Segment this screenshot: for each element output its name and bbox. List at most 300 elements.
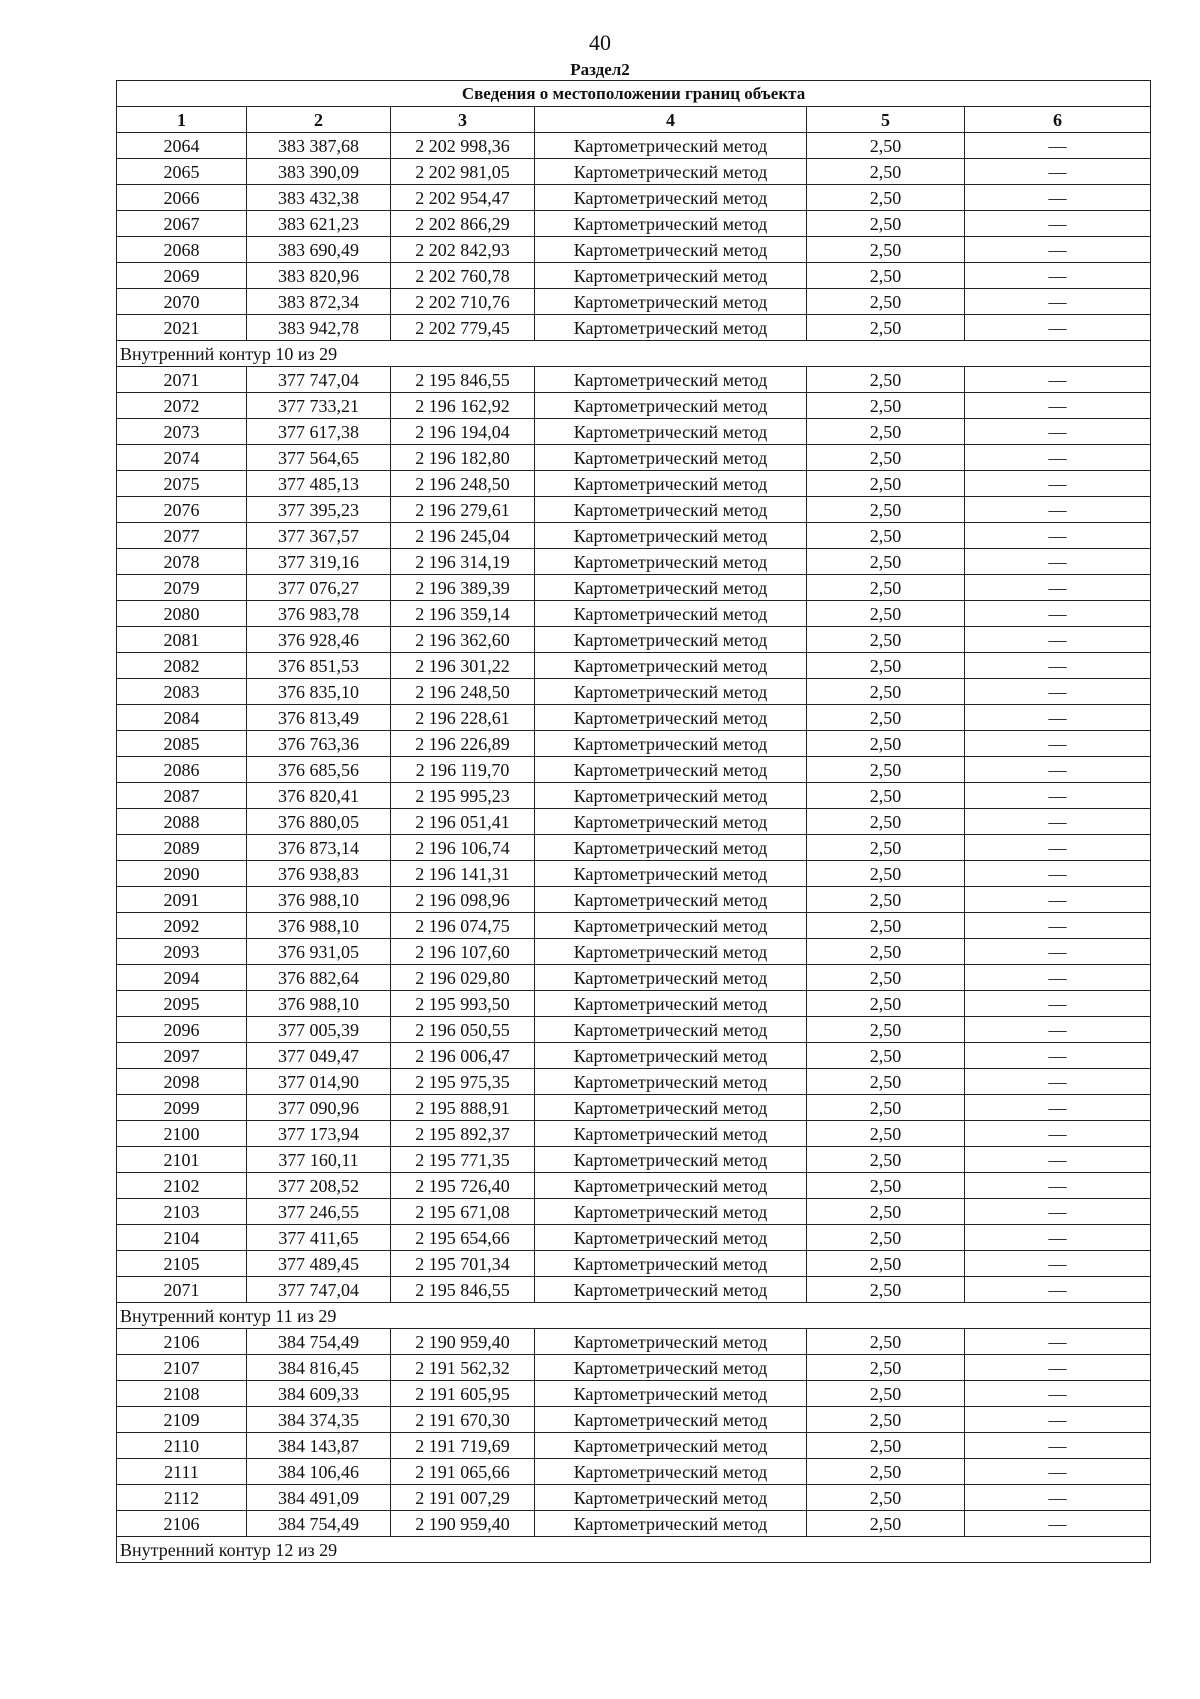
- table-row: [117, 1355, 1151, 1381]
- y-coordinate-cell: 2 202 954,47: [391, 185, 535, 211]
- accuracy-cell: 2,50: [807, 1459, 965, 1485]
- accuracy-cell: 2,50: [807, 211, 965, 237]
- contour-row: [117, 1537, 1151, 1563]
- method-cell: Картометрический метод: [535, 133, 807, 159]
- x-coordinate-cell: 376 813,49: [247, 705, 391, 731]
- method-cell: Картометрический метод: [535, 653, 807, 679]
- method-cell: Картометрический метод: [535, 705, 807, 731]
- x-coordinate-cell: 376 983,78: [247, 601, 391, 627]
- y-coordinate-cell: 2 195 771,35: [391, 1147, 535, 1173]
- description-cell: —: [965, 1485, 1151, 1511]
- method-cell: Картометрический метод: [535, 1355, 807, 1381]
- description-cell: —: [965, 237, 1151, 263]
- accuracy-cell: 2,50: [807, 731, 965, 757]
- accuracy-cell: 2,50: [807, 1225, 965, 1251]
- x-coordinate-cell: 376 988,10: [247, 887, 391, 913]
- point-number-cell: 2066: [117, 185, 247, 211]
- description-cell: —: [965, 809, 1151, 835]
- table-row: [117, 445, 1151, 471]
- description-cell: —: [965, 1251, 1151, 1277]
- column-header: 3: [391, 107, 535, 133]
- x-coordinate-cell: 383 390,09: [247, 159, 391, 185]
- method-cell: Картометрический метод: [535, 939, 807, 965]
- x-coordinate-cell: 384 374,35: [247, 1407, 391, 1433]
- description-cell: —: [965, 679, 1151, 705]
- y-coordinate-cell: 2 196 141,31: [391, 861, 535, 887]
- x-coordinate-cell: 377 173,94: [247, 1121, 391, 1147]
- column-header: 5: [807, 107, 965, 133]
- x-coordinate-cell: 376 938,83: [247, 861, 391, 887]
- point-number-cell: 2093: [117, 939, 247, 965]
- table-row: [117, 991, 1151, 1017]
- accuracy-cell: 2,50: [807, 133, 965, 159]
- point-number-cell: 2102: [117, 1173, 247, 1199]
- y-coordinate-cell: 2 195 995,23: [391, 783, 535, 809]
- method-cell: Картометрический метод: [535, 549, 807, 575]
- table-row: [117, 939, 1151, 965]
- method-cell: Картометрический метод: [535, 1381, 807, 1407]
- point-number-cell: 2108: [117, 1381, 247, 1407]
- y-coordinate-cell: 2 202 866,29: [391, 211, 535, 237]
- x-coordinate-cell: 377 733,21: [247, 393, 391, 419]
- method-cell: Картометрический метод: [535, 1121, 807, 1147]
- description-cell: —: [965, 1173, 1151, 1199]
- description-cell: —: [965, 1329, 1151, 1355]
- column-header: 1: [117, 107, 247, 133]
- table-row: [117, 627, 1151, 653]
- table-row: [117, 419, 1151, 445]
- method-cell: Картометрический метод: [535, 1147, 807, 1173]
- point-number-cell: 2104: [117, 1225, 247, 1251]
- y-coordinate-cell: 2 196 050,55: [391, 1017, 535, 1043]
- y-coordinate-cell: 2 195 701,34: [391, 1251, 535, 1277]
- description-cell: —: [965, 601, 1151, 627]
- y-coordinate-cell: 2 196 362,60: [391, 627, 535, 653]
- accuracy-cell: 2,50: [807, 1199, 965, 1225]
- y-coordinate-cell: 2 196 359,14: [391, 601, 535, 627]
- table-row: [117, 523, 1151, 549]
- description-cell: —: [965, 1017, 1151, 1043]
- accuracy-cell: 2,50: [807, 601, 965, 627]
- table-row: [117, 497, 1151, 523]
- x-coordinate-cell: 377 208,52: [247, 1173, 391, 1199]
- method-cell: Картометрический метод: [535, 1017, 807, 1043]
- accuracy-cell: 2,50: [807, 1511, 965, 1537]
- point-number-cell: 2100: [117, 1121, 247, 1147]
- description-cell: —: [965, 1511, 1151, 1537]
- table-row: [117, 1459, 1151, 1485]
- point-number-cell: 2097: [117, 1043, 247, 1069]
- table-row: [117, 471, 1151, 497]
- table-row: [117, 1069, 1151, 1095]
- accuracy-cell: 2,50: [807, 497, 965, 523]
- x-coordinate-cell: 376 851,53: [247, 653, 391, 679]
- table-row: [117, 653, 1151, 679]
- table-row: [117, 1017, 1151, 1043]
- x-coordinate-cell: 383 690,49: [247, 237, 391, 263]
- point-number-cell: 2110: [117, 1433, 247, 1459]
- description-cell: —: [965, 1225, 1151, 1251]
- description-cell: —: [965, 835, 1151, 861]
- x-coordinate-cell: 383 432,38: [247, 185, 391, 211]
- y-coordinate-cell: 2 196 245,04: [391, 523, 535, 549]
- accuracy-cell: 2,50: [807, 419, 965, 445]
- y-coordinate-cell: 2 196 106,74: [391, 835, 535, 861]
- method-cell: Картометрический метод: [535, 1095, 807, 1121]
- column-header: 6: [965, 107, 1151, 133]
- description-cell: —: [965, 731, 1151, 757]
- y-coordinate-cell: 2 196 051,41: [391, 809, 535, 835]
- description-cell: —: [965, 1069, 1151, 1095]
- table-row: [117, 1251, 1151, 1277]
- point-number-cell: 2109: [117, 1407, 247, 1433]
- table-row: [117, 1121, 1151, 1147]
- description-cell: —: [965, 1199, 1151, 1225]
- table-row: [117, 1433, 1151, 1459]
- method-cell: Картометрический метод: [535, 835, 807, 861]
- description-cell: —: [965, 315, 1151, 341]
- point-number-cell: 2086: [117, 757, 247, 783]
- description-cell: —: [965, 133, 1151, 159]
- x-coordinate-cell: 376 931,05: [247, 939, 391, 965]
- method-cell: Картометрический метод: [535, 757, 807, 783]
- point-number-cell: 2089: [117, 835, 247, 861]
- x-coordinate-cell: 377 246,55: [247, 1199, 391, 1225]
- point-number-cell: 2068: [117, 237, 247, 263]
- table-body: [117, 133, 1151, 1563]
- table-header-row: [117, 107, 1151, 133]
- accuracy-cell: 2,50: [807, 783, 965, 809]
- method-cell: Картометрический метод: [535, 445, 807, 471]
- x-coordinate-cell: 377 005,39: [247, 1017, 391, 1043]
- point-number-cell: 2096: [117, 1017, 247, 1043]
- accuracy-cell: 2,50: [807, 913, 965, 939]
- method-cell: Картометрический метод: [535, 1225, 807, 1251]
- method-cell: Картометрический метод: [535, 1277, 807, 1303]
- description-cell: —: [965, 445, 1151, 471]
- y-coordinate-cell: 2 190 959,40: [391, 1511, 535, 1537]
- y-coordinate-cell: 2 195 993,50: [391, 991, 535, 1017]
- y-coordinate-cell: 2 191 605,95: [391, 1381, 535, 1407]
- table-row: [117, 1485, 1151, 1511]
- x-coordinate-cell: 377 014,90: [247, 1069, 391, 1095]
- y-coordinate-cell: 2 191 562,32: [391, 1355, 535, 1381]
- point-number-cell: 2098: [117, 1069, 247, 1095]
- accuracy-cell: 2,50: [807, 1043, 965, 1069]
- method-cell: Картометрический метод: [535, 1173, 807, 1199]
- x-coordinate-cell: 376 820,41: [247, 783, 391, 809]
- accuracy-cell: 2,50: [807, 1355, 965, 1381]
- y-coordinate-cell: 2 191 007,29: [391, 1485, 535, 1511]
- accuracy-cell: 2,50: [807, 1069, 965, 1095]
- method-cell: Картометрический метод: [535, 393, 807, 419]
- point-number-cell: 2101: [117, 1147, 247, 1173]
- y-coordinate-cell: 2 196 107,60: [391, 939, 535, 965]
- x-coordinate-cell: 377 489,45: [247, 1251, 391, 1277]
- point-number-cell: 2092: [117, 913, 247, 939]
- accuracy-cell: 2,50: [807, 471, 965, 497]
- method-cell: Картометрический метод: [535, 991, 807, 1017]
- table-row: [117, 289, 1151, 315]
- point-number-cell: 2083: [117, 679, 247, 705]
- method-cell: Картометрический метод: [535, 679, 807, 705]
- point-number-cell: 2067: [117, 211, 247, 237]
- y-coordinate-cell: 2 195 846,55: [391, 1277, 535, 1303]
- x-coordinate-cell: 377 160,11: [247, 1147, 391, 1173]
- accuracy-cell: 2,50: [807, 237, 965, 263]
- x-coordinate-cell: 377 367,57: [247, 523, 391, 549]
- point-number-cell: 2076: [117, 497, 247, 523]
- table-row: [117, 783, 1151, 809]
- accuracy-cell: 2,50: [807, 1251, 965, 1277]
- x-coordinate-cell: 384 609,33: [247, 1381, 391, 1407]
- y-coordinate-cell: 2 195 671,08: [391, 1199, 535, 1225]
- y-coordinate-cell: 2 196 248,50: [391, 471, 535, 497]
- table-row: [117, 731, 1151, 757]
- point-number-cell: 2088: [117, 809, 247, 835]
- x-coordinate-cell: 376 835,10: [247, 679, 391, 705]
- accuracy-cell: 2,50: [807, 835, 965, 861]
- y-coordinate-cell: 2 196 074,75: [391, 913, 535, 939]
- table-row: [117, 887, 1151, 913]
- method-cell: Картометрический метод: [535, 367, 807, 393]
- contour-row: [117, 341, 1151, 367]
- point-number-cell: 2106: [117, 1511, 247, 1537]
- description-cell: —: [965, 471, 1151, 497]
- accuracy-cell: 2,50: [807, 809, 965, 835]
- x-coordinate-cell: 377 411,65: [247, 1225, 391, 1251]
- description-cell: —: [965, 1355, 1151, 1381]
- y-coordinate-cell: 2 195 654,66: [391, 1225, 535, 1251]
- y-coordinate-cell: 2 202 710,76: [391, 289, 535, 315]
- accuracy-cell: 2,50: [807, 1095, 965, 1121]
- x-coordinate-cell: 376 988,10: [247, 991, 391, 1017]
- contour-row: [117, 1303, 1151, 1329]
- description-cell: —: [965, 497, 1151, 523]
- method-cell: Картометрический метод: [535, 185, 807, 211]
- accuracy-cell: 2,50: [807, 289, 965, 315]
- method-cell: Картометрический метод: [535, 1485, 807, 1511]
- method-cell: Картометрический метод: [535, 523, 807, 549]
- table-caption: Сведения о местоположении границ объекта: [117, 81, 1151, 107]
- description-cell: —: [965, 1043, 1151, 1069]
- x-coordinate-cell: 384 491,09: [247, 1485, 391, 1511]
- accuracy-cell: 2,50: [807, 159, 965, 185]
- description-cell: —: [965, 1459, 1151, 1485]
- description-cell: —: [965, 263, 1151, 289]
- x-coordinate-cell: 377 485,13: [247, 471, 391, 497]
- x-coordinate-cell: 376 685,56: [247, 757, 391, 783]
- accuracy-cell: 2,50: [807, 367, 965, 393]
- method-cell: Картометрический метод: [535, 809, 807, 835]
- method-cell: Картометрический метод: [535, 861, 807, 887]
- accuracy-cell: 2,50: [807, 1329, 965, 1355]
- table-row: [117, 315, 1151, 341]
- table-row: [117, 159, 1151, 185]
- table-row: [117, 809, 1151, 835]
- y-coordinate-cell: 2 191 719,69: [391, 1433, 535, 1459]
- table-row: [117, 757, 1151, 783]
- point-number-cell: 2087: [117, 783, 247, 809]
- description-cell: —: [965, 367, 1151, 393]
- point-number-cell: 2072: [117, 393, 247, 419]
- accuracy-cell: 2,50: [807, 1017, 965, 1043]
- accuracy-cell: 2,50: [807, 939, 965, 965]
- description-cell: —: [965, 549, 1151, 575]
- method-cell: Картометрический метод: [535, 965, 807, 991]
- description-cell: —: [965, 965, 1151, 991]
- accuracy-cell: 2,50: [807, 1433, 965, 1459]
- description-cell: —: [965, 1407, 1151, 1433]
- x-coordinate-cell: 377 395,23: [247, 497, 391, 523]
- method-cell: Картометрический метод: [535, 159, 807, 185]
- x-coordinate-cell: 384 816,45: [247, 1355, 391, 1381]
- section-title: Раздел2: [570, 60, 630, 79]
- x-coordinate-cell: 384 754,49: [247, 1329, 391, 1355]
- y-coordinate-cell: 2 195 892,37: [391, 1121, 535, 1147]
- point-number-cell: 2091: [117, 887, 247, 913]
- x-coordinate-cell: 377 564,65: [247, 445, 391, 471]
- y-coordinate-cell: 2 202 779,45: [391, 315, 535, 341]
- table-row: [117, 861, 1151, 887]
- y-coordinate-cell: 2 196 006,47: [391, 1043, 535, 1069]
- y-coordinate-cell: 2 195 975,35: [391, 1069, 535, 1095]
- point-number-cell: 2078: [117, 549, 247, 575]
- accuracy-cell: 2,50: [807, 1381, 965, 1407]
- x-coordinate-cell: 376 880,05: [247, 809, 391, 835]
- y-coordinate-cell: 2 196 119,70: [391, 757, 535, 783]
- table-row: [117, 1199, 1151, 1225]
- y-coordinate-cell: 2 202 998,36: [391, 133, 535, 159]
- y-coordinate-cell: 2 191 670,30: [391, 1407, 535, 1433]
- page-number: 40: [589, 30, 611, 55]
- x-coordinate-cell: 384 754,49: [247, 1511, 391, 1537]
- point-number-cell: 2099: [117, 1095, 247, 1121]
- description-cell: —: [965, 523, 1151, 549]
- table-row: [117, 1277, 1151, 1303]
- y-coordinate-cell: 2 196 194,04: [391, 419, 535, 445]
- point-number-cell: 2080: [117, 601, 247, 627]
- point-number-cell: 2094: [117, 965, 247, 991]
- accuracy-cell: 2,50: [807, 705, 965, 731]
- method-cell: Картометрический метод: [535, 913, 807, 939]
- table-row: [117, 1407, 1151, 1433]
- method-cell: Картометрический метод: [535, 263, 807, 289]
- accuracy-cell: 2,50: [807, 679, 965, 705]
- y-coordinate-cell: 2 190 959,40: [391, 1329, 535, 1355]
- point-number-cell: 2107: [117, 1355, 247, 1381]
- x-coordinate-cell: 377 049,47: [247, 1043, 391, 1069]
- x-coordinate-cell: 376 763,36: [247, 731, 391, 757]
- y-coordinate-cell: 2 196 301,22: [391, 653, 535, 679]
- point-number-cell: 2069: [117, 263, 247, 289]
- method-cell: Картометрический метод: [535, 237, 807, 263]
- table-row: [117, 601, 1151, 627]
- table-row: [117, 1095, 1151, 1121]
- table-row: [117, 263, 1151, 289]
- table-row: [117, 133, 1151, 159]
- y-coordinate-cell: 2 195 888,91: [391, 1095, 535, 1121]
- description-cell: —: [965, 887, 1151, 913]
- point-number-cell: 2085: [117, 731, 247, 757]
- description-cell: —: [965, 783, 1151, 809]
- point-number-cell: 2111: [117, 1459, 247, 1485]
- table-row: [117, 679, 1151, 705]
- method-cell: Картометрический метод: [535, 1199, 807, 1225]
- point-number-cell: 2073: [117, 419, 247, 445]
- description-cell: —: [965, 289, 1151, 315]
- method-cell: Картометрический метод: [535, 419, 807, 445]
- point-number-cell: 2082: [117, 653, 247, 679]
- method-cell: Картометрический метод: [535, 627, 807, 653]
- coordinates-table: [116, 80, 1151, 1563]
- column-header: 4: [535, 107, 807, 133]
- y-coordinate-cell: 2 196 098,96: [391, 887, 535, 913]
- x-coordinate-cell: 383 820,96: [247, 263, 391, 289]
- x-coordinate-cell: 384 106,46: [247, 1459, 391, 1485]
- table-row: [117, 1225, 1151, 1251]
- x-coordinate-cell: 383 872,34: [247, 289, 391, 315]
- point-number-cell: 2021: [117, 315, 247, 341]
- point-number-cell: 2064: [117, 133, 247, 159]
- method-cell: Картометрический метод: [535, 1511, 807, 1537]
- table-row: [117, 393, 1151, 419]
- description-cell: —: [965, 1277, 1151, 1303]
- point-number-cell: 2105: [117, 1251, 247, 1277]
- method-cell: Картометрический метод: [535, 601, 807, 627]
- contour-label: Внутренний контур 11 из 29: [117, 1303, 1151, 1329]
- description-cell: —: [965, 653, 1151, 679]
- accuracy-cell: 2,50: [807, 757, 965, 783]
- accuracy-cell: 2,50: [807, 523, 965, 549]
- x-coordinate-cell: 377 617,38: [247, 419, 391, 445]
- description-cell: —: [965, 991, 1151, 1017]
- point-number-cell: 2106: [117, 1329, 247, 1355]
- table-row: [117, 367, 1151, 393]
- description-cell: —: [965, 705, 1151, 731]
- description-cell: —: [965, 159, 1151, 185]
- description-cell: —: [965, 1433, 1151, 1459]
- point-number-cell: 2077: [117, 523, 247, 549]
- description-cell: —: [965, 757, 1151, 783]
- point-number-cell: 2070: [117, 289, 247, 315]
- description-cell: —: [965, 575, 1151, 601]
- method-cell: Картометрический метод: [535, 1407, 807, 1433]
- accuracy-cell: 2,50: [807, 1121, 965, 1147]
- table-row: [117, 549, 1151, 575]
- accuracy-cell: 2,50: [807, 445, 965, 471]
- table-row: [117, 1511, 1151, 1537]
- method-cell: Картометрический метод: [535, 731, 807, 757]
- y-coordinate-cell: 2 196 279,61: [391, 497, 535, 523]
- x-coordinate-cell: 377 747,04: [247, 1277, 391, 1303]
- table-row: [117, 237, 1151, 263]
- table-row: [117, 705, 1151, 731]
- method-cell: Картометрический метод: [535, 1433, 807, 1459]
- point-number-cell: 2090: [117, 861, 247, 887]
- y-coordinate-cell: 2 196 029,80: [391, 965, 535, 991]
- y-coordinate-cell: 2 202 842,93: [391, 237, 535, 263]
- accuracy-cell: 2,50: [807, 887, 965, 913]
- method-cell: Картометрический метод: [535, 1329, 807, 1355]
- y-coordinate-cell: 2 191 065,66: [391, 1459, 535, 1485]
- method-cell: Картометрический метод: [535, 497, 807, 523]
- accuracy-cell: 2,50: [807, 263, 965, 289]
- y-coordinate-cell: 2 196 389,39: [391, 575, 535, 601]
- accuracy-cell: 2,50: [807, 393, 965, 419]
- accuracy-cell: 2,50: [807, 1485, 965, 1511]
- method-cell: Картометрический метод: [535, 1251, 807, 1277]
